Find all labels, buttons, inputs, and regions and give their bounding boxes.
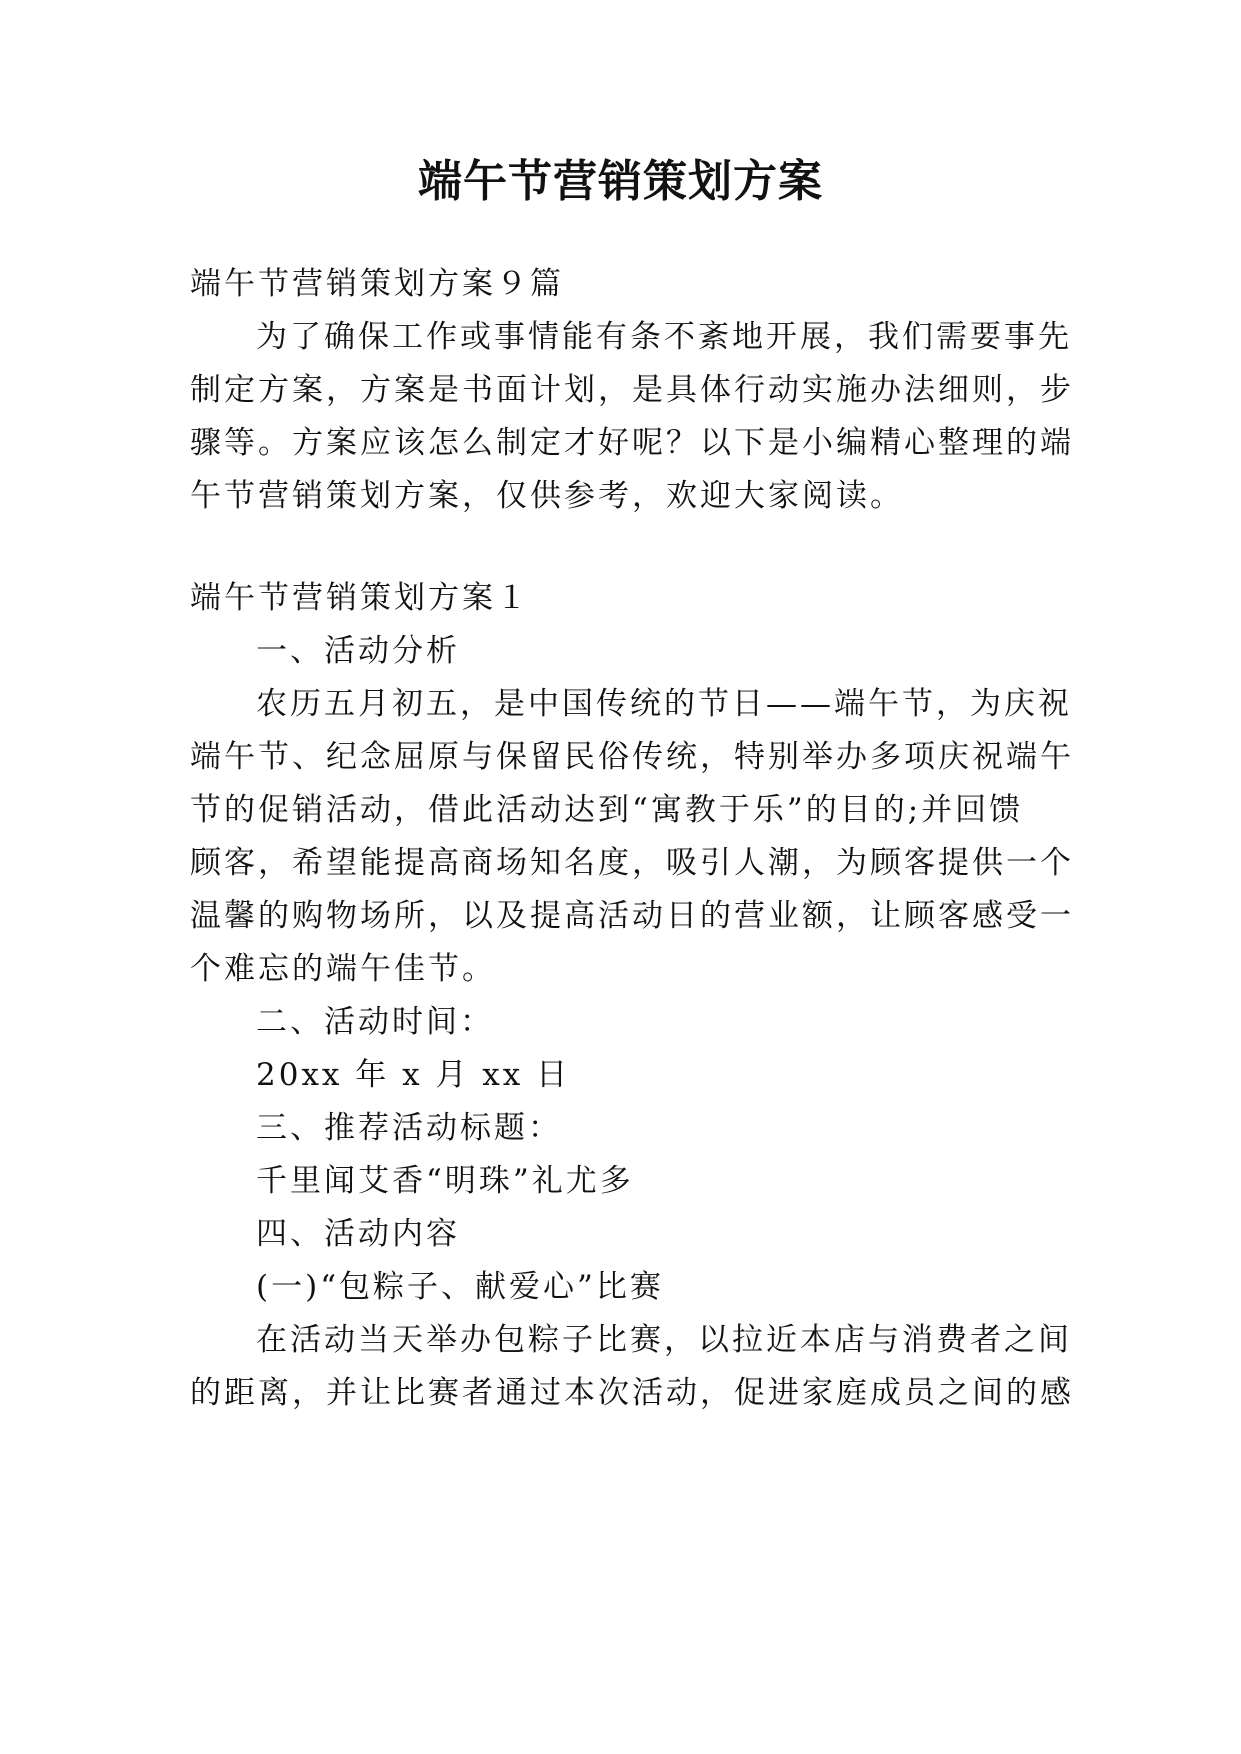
intro-paragraph-line: 午节营销策划方案，仅供参考，欢迎大家阅读。: [190, 478, 904, 514]
recommended-title-text: 千里闻艾香“明珠”礼尤多: [256, 1163, 634, 1199]
subheading-activity-analysis: 一、活动分析: [256, 633, 460, 669]
analysis-paragraph-line: 节的促销活动，借此活动达到“寓教于乐”的目的;并回馈: [190, 792, 1024, 828]
intro-paragraph-line: 为了确保工作或事情能有条不紊地开展，我们需要事先: [256, 319, 1072, 355]
content-paragraph-line: 在活动当天举办包粽子比赛，以拉近本店与消费者之间: [256, 1322, 1072, 1358]
analysis-paragraph-line: 农历五月初五，是中国传统的节日——端午节，为庆祝: [256, 686, 1072, 722]
subheading-recommended-title: 三、推荐活动标题：: [256, 1110, 562, 1146]
subheading-activity-content: 四、活动内容: [256, 1216, 460, 1252]
content-paragraph-line: 的距离，并让比赛者通过本次活动，促进家庭成员之间的感: [190, 1375, 1074, 1411]
intro-paragraph-line: 制定方案，方案是书面计划，是具体行动实施办法细则，步: [190, 372, 1074, 408]
intro-paragraph-line: 骤等。方案应该怎么制定才好呢？以下是小编精心整理的端: [190, 425, 1074, 461]
analysis-paragraph-line: 端午节、纪念屈原与保留民俗传统，特别举办多项庆祝端午: [190, 739, 1074, 775]
series-heading: 端午节营销策划方案９篇: [190, 266, 564, 302]
activity-date: 20xx 年 x 月 xx 日: [256, 1057, 571, 1093]
analysis-paragraph-line: 顾客，希望能提高商场知名度，吸引人潮，为顾客提供一个: [190, 845, 1074, 881]
section-heading-plan-1: 端午节营销策划方案１: [190, 580, 530, 616]
analysis-paragraph-line: 个难忘的端午佳节。: [190, 951, 496, 987]
document-title: 端午节营销策划方案: [418, 156, 823, 207]
subheading-activity-time: 二、活动时间：: [256, 1004, 494, 1040]
analysis-paragraph-line: 温馨的购物场所，以及提高活动日的营业额，让顾客感受一: [190, 898, 1074, 934]
content-item-heading: (一)“包粽子、献爱心”比赛: [256, 1269, 664, 1305]
